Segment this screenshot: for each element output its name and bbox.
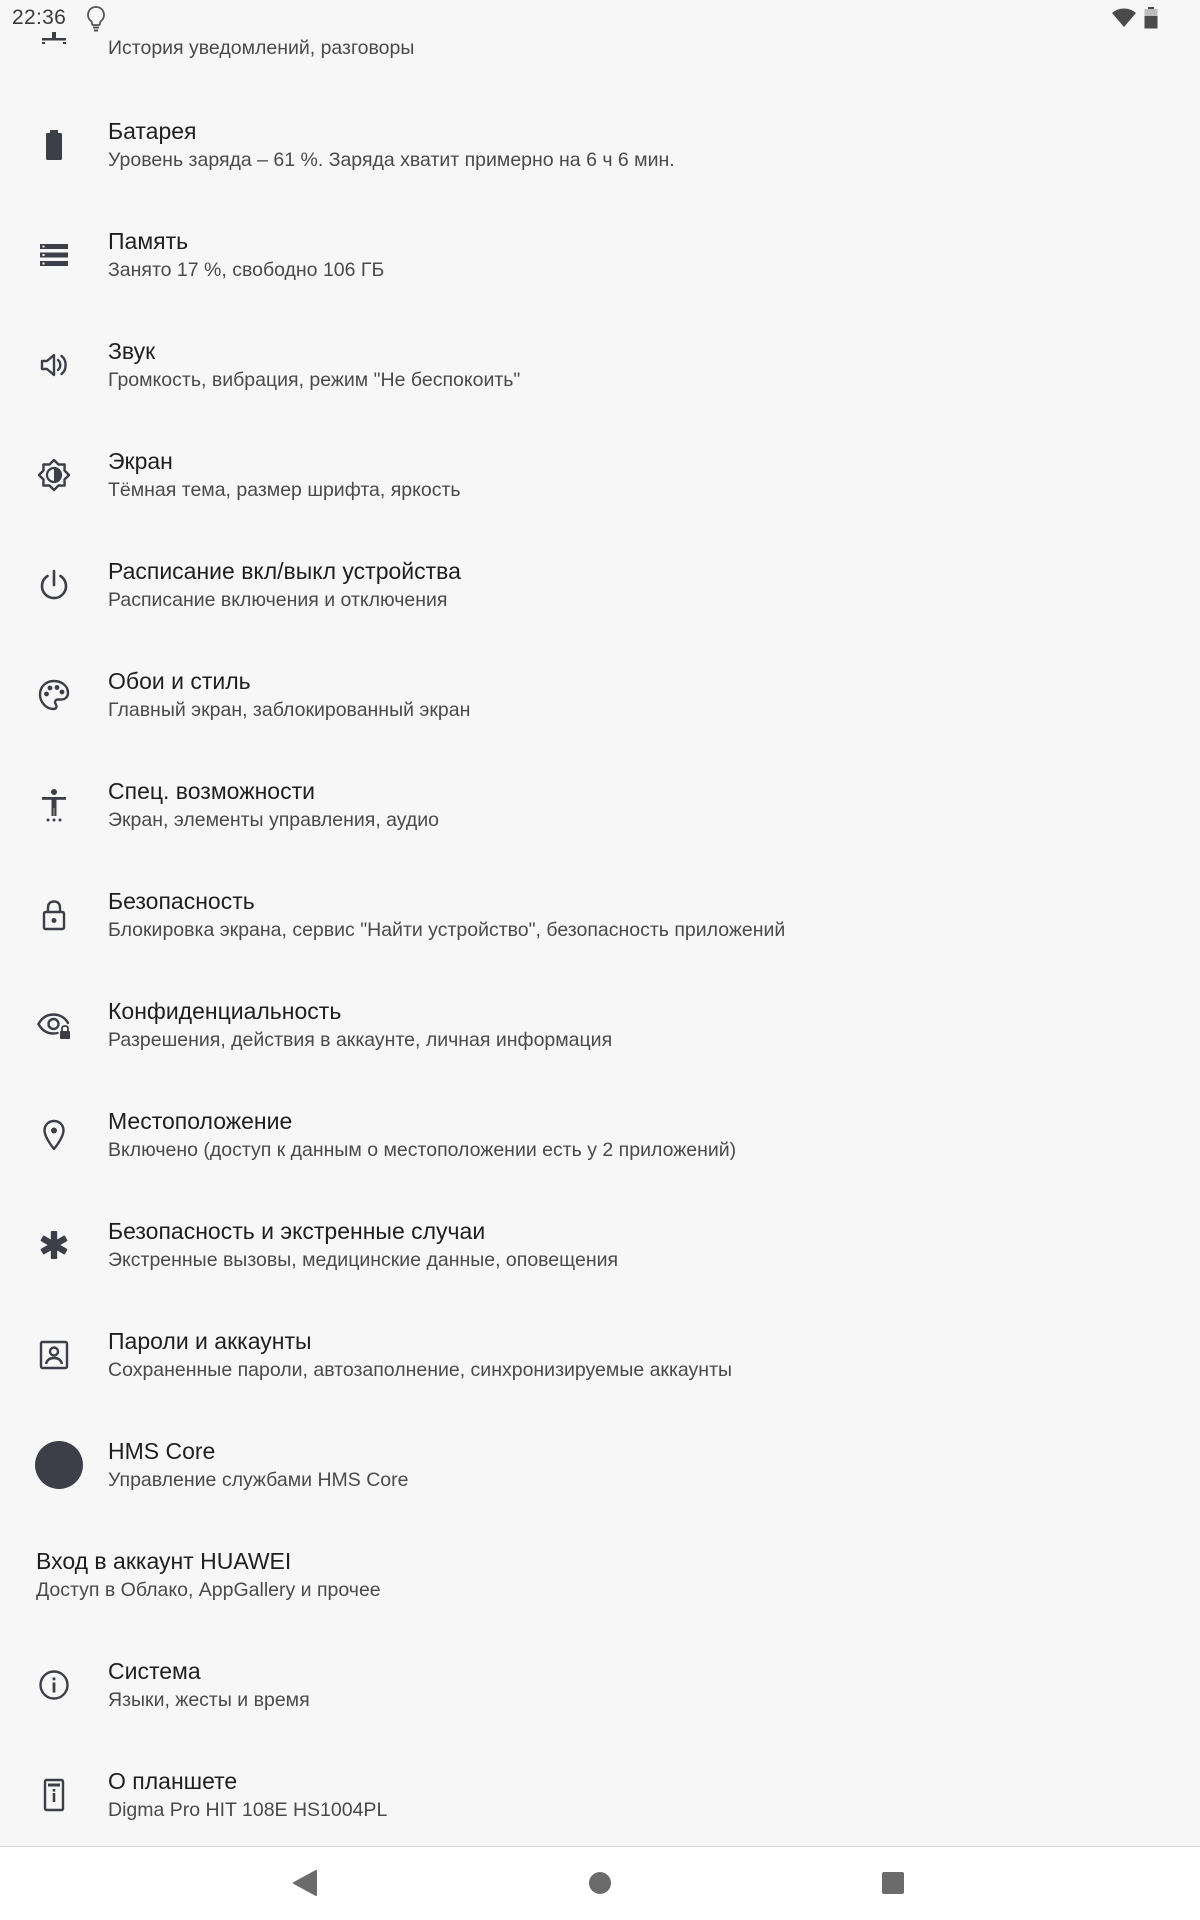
setting-summary: Блокировка экрана, сервис "Найти устройство", безопасность приложений bbox=[108, 919, 786, 941]
setting-item-system[interactable] bbox=[0, 1630, 1200, 1740]
home-icon bbox=[580, 1863, 620, 1903]
setting-item-storage[interactable] bbox=[0, 200, 1200, 310]
setting-summary: Разрешения, действия в аккаунте, личная информация bbox=[108, 1029, 613, 1051]
setting-title: Обои и стиль bbox=[108, 668, 251, 694]
setting-item-hms-core[interactable] bbox=[0, 1410, 1200, 1520]
setting-title: О планшете bbox=[108, 1768, 238, 1794]
info-icon bbox=[36, 1667, 72, 1703]
setting-title: Безопасность и экстренные случаи bbox=[108, 1218, 486, 1244]
setting-summary: Главный экран, заблокированный экран bbox=[108, 699, 471, 721]
setting-title: Экран bbox=[108, 448, 173, 474]
wifi-icon bbox=[1111, 8, 1137, 28]
power-icon bbox=[36, 567, 72, 603]
setting-title: Пароли и аккаунты bbox=[108, 1328, 312, 1354]
setting-item-display[interactable] bbox=[0, 420, 1200, 530]
location-pin-icon bbox=[36, 1117, 72, 1153]
setting-item-emergency[interactable] bbox=[0, 1190, 1200, 1300]
setting-title: Батарея bbox=[108, 118, 197, 144]
palette-icon bbox=[36, 677, 72, 713]
back-icon bbox=[285, 1863, 325, 1903]
lock-icon bbox=[36, 897, 72, 933]
setting-summary: Расписание включения и отключения bbox=[108, 589, 448, 611]
brightness-icon bbox=[36, 457, 72, 493]
setting-item-location[interactable] bbox=[0, 1080, 1200, 1190]
setting-summary: Сохраненные пароли, автозаполнение, синхронизируемые аккаунты bbox=[108, 1359, 733, 1381]
home-button[interactable] bbox=[580, 1863, 620, 1903]
setting-item-passwords-accounts[interactable] bbox=[0, 1300, 1200, 1410]
setting-title: Расписание вкл/выкл устройства bbox=[108, 558, 461, 584]
setting-title: Конфиденциальность bbox=[108, 998, 342, 1024]
emergency-asterisk-icon bbox=[36, 1227, 72, 1263]
tablet-info-icon bbox=[36, 1777, 72, 1813]
privacy-eye-icon bbox=[36, 1007, 72, 1043]
status-bar bbox=[0, 0, 1200, 36]
setting-summary: Занято 17 %, свободно 106 ГБ bbox=[108, 259, 385, 281]
status-time: 22:36 bbox=[12, 6, 67, 29]
back-button[interactable] bbox=[285, 1863, 325, 1903]
setting-summary: Уровень заряда – 61 %. Заряда хватит примерно на 6 ч 6 мин. bbox=[108, 149, 675, 171]
accessibility-icon bbox=[36, 787, 72, 823]
setting-item-security[interactable] bbox=[0, 860, 1200, 970]
setting-title: Безопасность bbox=[108, 888, 255, 914]
setting-title: Звук bbox=[108, 338, 156, 364]
hms-core-circle-icon bbox=[34, 1440, 84, 1490]
recents-icon bbox=[873, 1863, 913, 1903]
setting-summary: Управление службами HMS Core bbox=[108, 1469, 409, 1491]
setting-summary: Digma Pro HIT 108E HS1004PL bbox=[108, 1799, 388, 1821]
battery-icon bbox=[1144, 7, 1158, 29]
recents-button[interactable] bbox=[873, 1863, 913, 1903]
setting-summary: Включено (доступ к данным о местоположении есть у 2 приложений) bbox=[108, 1139, 737, 1161]
lightbulb-icon bbox=[85, 5, 107, 33]
setting-item-accessibility[interactable] bbox=[0, 750, 1200, 860]
setting-summary: Языки, жесты и время bbox=[108, 1689, 310, 1711]
setting-title: Память bbox=[108, 228, 189, 254]
setting-title: Вход в аккаунт HUAWEI bbox=[36, 1548, 292, 1574]
setting-item-huawei-account[interactable] bbox=[0, 1520, 1200, 1630]
setting-item-power-schedule[interactable] bbox=[0, 530, 1200, 640]
setting-summary: Экстренные вызовы, медицинские данные, оповещения bbox=[108, 1249, 619, 1271]
setting-item-about-tablet[interactable] bbox=[0, 1740, 1200, 1850]
setting-title: Система bbox=[108, 1658, 201, 1684]
setting-item-wallpaper-style[interactable] bbox=[0, 640, 1200, 750]
setting-summary: Доступ в Облако, AppGallery и прочее bbox=[36, 1579, 381, 1601]
notifications-settings-item[interactable] bbox=[0, 30, 1200, 70]
setting-item-privacy[interactable] bbox=[0, 970, 1200, 1080]
setting-title: Спец. возможности bbox=[108, 778, 315, 804]
battery-icon bbox=[36, 127, 72, 163]
sound-icon bbox=[36, 347, 72, 383]
setting-summary: Экран, элементы управления, аудио bbox=[108, 809, 440, 831]
setting-item-battery[interactable] bbox=[0, 90, 1200, 200]
setting-item-sound[interactable] bbox=[0, 310, 1200, 420]
setting-title: HMS Core bbox=[108, 1438, 216, 1464]
account-box-icon bbox=[36, 1337, 72, 1373]
setting-summary: История уведомлений, разговоры bbox=[108, 37, 415, 59]
navigation-bar bbox=[0, 1847, 1200, 1920]
setting-title: Местоположение bbox=[108, 1108, 293, 1134]
setting-summary: Громкость, вибрация, режим "Не беспокоить" bbox=[108, 369, 521, 391]
setting-summary: Тёмная тема, размер шрифта, яркость bbox=[108, 479, 461, 501]
storage-icon bbox=[36, 237, 72, 273]
